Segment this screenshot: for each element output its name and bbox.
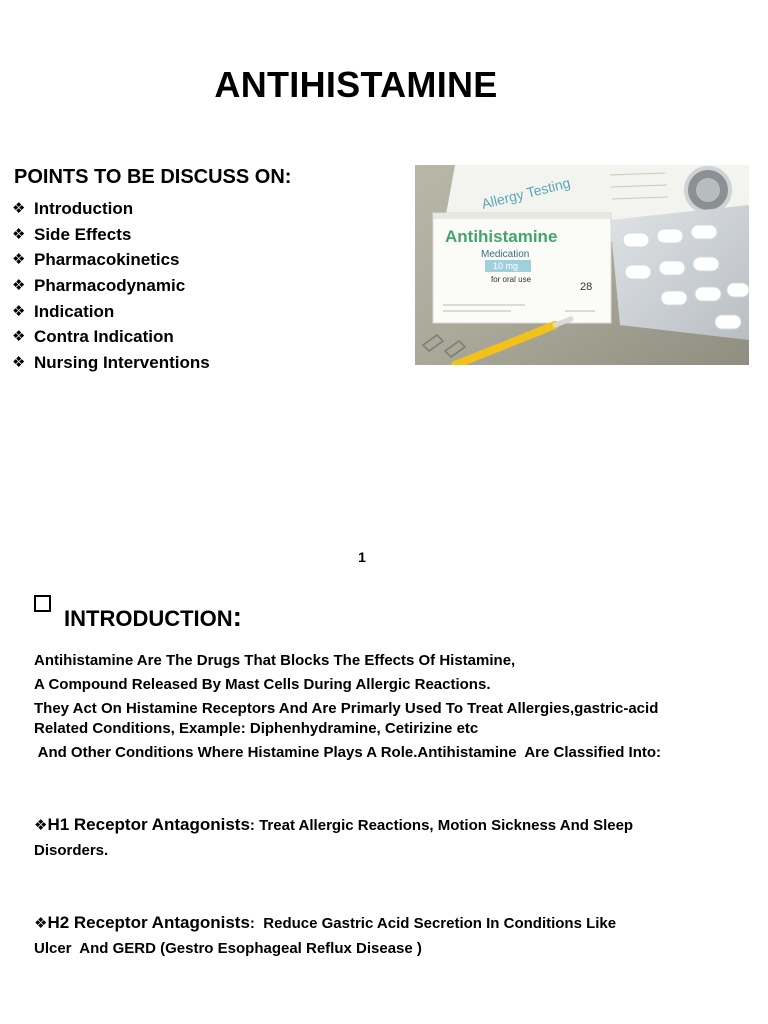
page-number: 1 xyxy=(358,549,366,565)
diamond-bullet-icon: ❖ xyxy=(12,200,26,218)
points-list xyxy=(12,196,210,375)
list-item-label: Pharmacodynamic xyxy=(34,276,186,296)
list-item-label: Contra Indication xyxy=(34,327,174,347)
list-item xyxy=(12,298,210,324)
points-heading: POINTS TO BE DISCUSS ON: xyxy=(14,166,292,188)
list-item xyxy=(12,196,210,222)
package-use: for oral use xyxy=(491,275,532,284)
h1-text: Treat Allergic Reactions, Motion Sickness And Sleep xyxy=(259,817,634,834)
medication-photo-illustration xyxy=(415,165,749,365)
package-sub: Medication xyxy=(481,249,530,260)
h2-antagonists-line-2: Ulcer And GERD (Gestro Esophageal Reflux Disease ) xyxy=(34,940,422,957)
list-item xyxy=(12,247,210,273)
h1-title: H1 Receptor Antagonists xyxy=(47,815,250,834)
diamond-bullet-icon: ❖ xyxy=(12,353,26,371)
list-item-label: Side Effects xyxy=(34,224,132,244)
introduction-colon: : xyxy=(232,601,242,632)
diamond-bullet-icon: ❖ xyxy=(12,277,26,295)
introduction-heading-text: INTRODUCTION xyxy=(64,606,233,631)
list-item xyxy=(12,350,210,376)
intro-line-5: And Other Conditions Where Histamine Plays A Role.Antihistamine Are Classified Into: xyxy=(34,744,662,761)
diamond-bullet-icon: ❖ xyxy=(12,225,26,243)
diamond-bullet-icon: ❖ xyxy=(12,328,26,346)
list-item xyxy=(12,273,210,299)
antihistamine-photo xyxy=(415,165,749,365)
list-item-label: Introduction xyxy=(34,199,134,219)
h1-antagonists-line-2: Disorders. xyxy=(34,842,109,859)
h2-antagonists-line xyxy=(34,913,616,933)
diamond-bullet-icon: ❖ xyxy=(12,302,26,320)
page-title: ANTIHISTAMINE xyxy=(214,64,498,105)
paper-heading: Allergy Testing xyxy=(479,174,572,212)
package-count: 28 xyxy=(580,281,593,293)
intro-line-4: Related Conditions, Example: Diphenhydramine, Cetirizine etc xyxy=(34,720,479,737)
list-item xyxy=(12,222,210,248)
checkbox-bullet-icon xyxy=(34,595,51,612)
intro-line-2: A Compound Released By Mast Cells During Allergic Reactions. xyxy=(34,676,491,693)
package-title: Antihistamine xyxy=(445,227,558,246)
introduction-heading xyxy=(64,601,242,633)
diamond-bullet-icon: ❖ xyxy=(34,817,48,834)
diamond-bullet-icon: ❖ xyxy=(34,915,48,932)
intro-line-3: They Act On Histamine Receptors And Are Primarly Used To Treat Allergies,gastric-acid xyxy=(34,700,659,717)
package-dose: 10 mg xyxy=(493,261,519,271)
list-item-label: Pharmacokinetics xyxy=(34,250,180,270)
diamond-bullet-icon: ❖ xyxy=(12,251,26,269)
h1-antagonists-line xyxy=(34,815,633,835)
list-item-label: Nursing Interventions xyxy=(34,352,210,372)
h1-sep: : xyxy=(249,817,260,834)
list-item-label: Indication xyxy=(34,301,115,321)
h2-title: H2 Receptor Antagonists xyxy=(47,913,250,932)
h2-sep: : xyxy=(249,915,264,932)
intro-line-1: Antihistamine Are The Drugs That Blocks The Effects Of Histamine, xyxy=(34,652,516,669)
list-item xyxy=(12,324,210,350)
h2-text: Reduce Gastric Acid Secretion In Conditions Like xyxy=(263,915,617,932)
